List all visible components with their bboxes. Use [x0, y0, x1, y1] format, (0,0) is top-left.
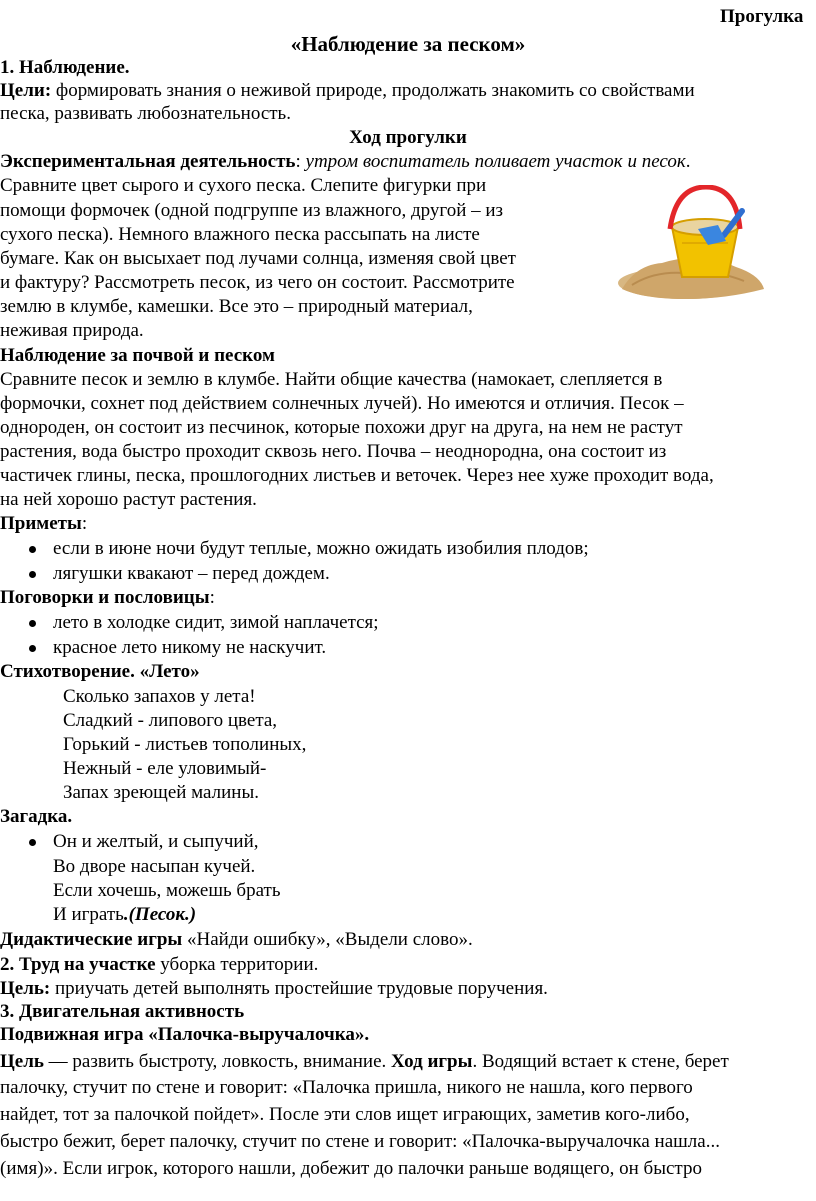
riddle-line: Если хочешь, можешь брать: [53, 880, 281, 901]
experiment-text-line: неживая природа.: [0, 320, 144, 341]
bullet-icon: [28, 563, 38, 585]
game-text-line: палочку, стучит по стене и говорит: «Палочка пришла, никого не нашла, кого первого: [0, 1077, 693, 1098]
experiment-text-line: сухого песка). Немного влажного песка рассыпать на листе: [0, 224, 480, 245]
game-text-line: (имя)». Если игрок, которого нашли, добежит до палочки раньше водящего, он быстро: [0, 1158, 702, 1179]
sayings-heading: Поговорки и пословицы:: [0, 587, 215, 608]
poem-line: Горький - листьев тополиных,: [63, 734, 307, 755]
list-item: лягушки квакают – перед дождем.: [53, 563, 330, 584]
section-label: Прогулка: [720, 6, 804, 27]
observation-goals-line-2: песка, развивать любознательность.: [0, 103, 291, 124]
game-goal-line: Цель — развить быстроту, ловкость, внимание. Ход игры. Водящий встает к стене, берет: [0, 1051, 729, 1072]
motor-heading: 3. Двигательная активность: [0, 1001, 245, 1022]
list-item: если в июне ночи будут теплые, можно ожидать изобилия плодов;: [53, 538, 589, 559]
poem-line: Сладкий - липового цвета,: [63, 710, 278, 731]
riddle-answer-line: И играть.(Песок.): [53, 904, 197, 925]
soil-text-line: частичек глины, песка, прошлогодних листьев и веточек. Через нее хуже проходит вода,: [0, 465, 714, 486]
list-item: лето в холодке сидит, зимой наплачется;: [53, 612, 379, 633]
riddle-line: Во дворе насыпан кучей.: [53, 856, 256, 877]
game-text-line: найдет, тот за палочкой пойдет». После эти слов ищет играющих, заметив кого-либо,: [0, 1104, 690, 1125]
experiment-text-line: Сравните цвет сырого и сухого песка. Слепите фигурки при: [0, 175, 487, 196]
bullet-icon: [28, 637, 38, 659]
soil-text-line: формочки, сохнет под действием солнечных лучей). Но имеются и отличия. Песок –: [0, 393, 684, 414]
riddle-heading: Загадка.: [0, 806, 73, 827]
walk-heading: Ход прогулки: [349, 127, 467, 148]
poem-line: Запах зреющей малины.: [63, 782, 259, 803]
soil-text-line: однороден, он состоит из песчинок, которые похожи друг на друга, на нем не растут: [0, 417, 683, 438]
signs-heading: Приметы:: [0, 513, 88, 534]
observation-goals-line-1: Цели: формировать знания о неживой природе, продолжать знакомить со свойствами: [0, 80, 695, 101]
bullet-icon: [28, 538, 38, 560]
labor-line: 2. Труд на участке уборка территории.: [0, 954, 319, 975]
game-title: Подвижная игра «Палочка-выручалочка».: [0, 1024, 370, 1045]
game-text-line: быстро бежит, берет палочку, стучит по стене и говорит: «Палочка-выручалочка нашла...: [0, 1131, 720, 1152]
experiment-text-line: бумаге. Как он высыхает под лучами солнца, изменяя свой цвет: [0, 248, 516, 269]
poem-heading: Стихотворение. «Лето»: [0, 661, 200, 682]
page-title: «Наблюдение за песком»: [290, 32, 526, 56]
observation-heading: 1. Наблюдение.: [0, 57, 130, 78]
bullet-icon: [28, 831, 38, 853]
poem-line: Сколько запахов у лета!: [63, 686, 256, 707]
poem-line: Нежный - еле уловимый-: [63, 758, 267, 779]
labor-goal-line: Цель: приучать детей выполнять простейшие трудовые поручения.: [0, 978, 548, 999]
experiment-text-line: помощи формочек (одной подгруппе из влажного, другой – из: [0, 200, 504, 221]
list-item: красное лето никому не наскучит.: [53, 637, 327, 658]
soil-text-line: на ней хорошо растут растения.: [0, 489, 257, 510]
soil-text-line: растения, вода быстро проходит сквозь него. Почва – неоднородна, она состоит из: [0, 441, 667, 462]
sand-bucket-shovel-icon: [614, 185, 780, 305]
experiment-line: Экспериментальная деятельность: утром воспитатель поливает участок и песок.: [0, 151, 691, 172]
experiment-text-line: и фактуру? Рассмотреть песок, из чего он состоит. Рассмотрите: [0, 272, 515, 293]
experiment-text-line: землю в клумбе, камешки. Все это – природный материал,: [0, 296, 473, 317]
bullet-icon: [28, 612, 38, 634]
riddle-line: Он и желтый, и сыпучий,: [53, 831, 259, 852]
soil-heading: Наблюдение за почвой и песком: [0, 345, 275, 366]
soil-text-line: Сравните песок и землю в клумбе. Найти общие качества (намокает, слепляется в: [0, 369, 663, 390]
didactic-games-line: Дидактические игры «Найди ошибку», «Выдели слово».: [0, 929, 473, 950]
